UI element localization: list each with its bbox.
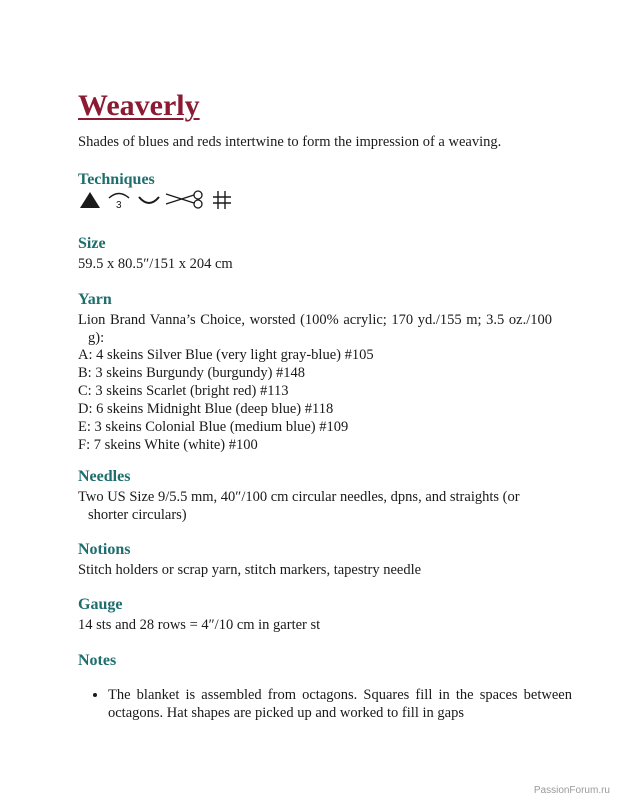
notes-heading: Notes <box>78 652 117 669</box>
techniques-icons <box>78 188 234 212</box>
intarsia-triangle-icon <box>78 189 102 211</box>
scissors-icon <box>164 189 206 211</box>
yarn-description: Lion Brand Vanna’s Choice, worsted (100% acrylic; 170 yd./155 m; 3.5 oz./100 g): <box>78 312 552 346</box>
size-heading: Size <box>78 235 106 252</box>
yarn-item-c: C: 3 skeins Scarlet (bright red) #113 <box>78 383 289 399</box>
notions-heading: Notions <box>78 541 131 558</box>
yarn-item-a: A: 4 skeins Silver Blue (very light gray-blue) #105 <box>78 347 374 363</box>
yarn-list <box>78 346 542 454</box>
yarn-item-d: D: 6 skeins Midnight Blue (deep blue) #118 <box>78 401 334 417</box>
grid-icon <box>210 189 234 211</box>
yarn-item-f: F: 7 skeins White (white) #100 <box>78 437 258 453</box>
size-text: 59.5 x 80.5″/151 x 204 cm <box>78 256 233 272</box>
yarn-heading: Yarn <box>78 291 112 308</box>
gauge-text: 14 sts and 28 rows = 4″/10 cm in garter st <box>78 617 321 633</box>
yarn-item-e: E: 3 skeins Colonial Blue (medium blue) #109 <box>78 419 349 435</box>
notes-item: • The blanket is assembled from octagons. Squares fill in the spaces between octagons. Hat shapes are picked up and worked to fill in gaps <box>108 686 572 722</box>
page-title: Weaverly <box>78 89 200 122</box>
curve-icon <box>136 189 162 211</box>
needles-text: Two US Size 9/5.5 mm, 40″/100 cm circular needles, dpns, and straights (or shorter circulars) <box>78 489 520 523</box>
notes-list <box>78 686 572 722</box>
needles-heading: Needles <box>78 468 131 485</box>
techniques-heading: Techniques <box>78 171 155 188</box>
notions-text: Stitch holders or scrap yarn, stitch markers, tapestry needle <box>78 562 422 578</box>
three-needle-icon <box>106 188 134 212</box>
three-needle-icon-number: 3 <box>116 200 122 211</box>
intro-text: Shades of blues and reds intertwine to form the impression of a weaving. <box>78 134 502 150</box>
site-watermark: PassionForum.ru <box>533 785 610 796</box>
gauge-heading: Gauge <box>78 596 123 613</box>
yarn-item-b: B: 3 skeins Burgundy (burgundy) #148 <box>78 365 306 381</box>
